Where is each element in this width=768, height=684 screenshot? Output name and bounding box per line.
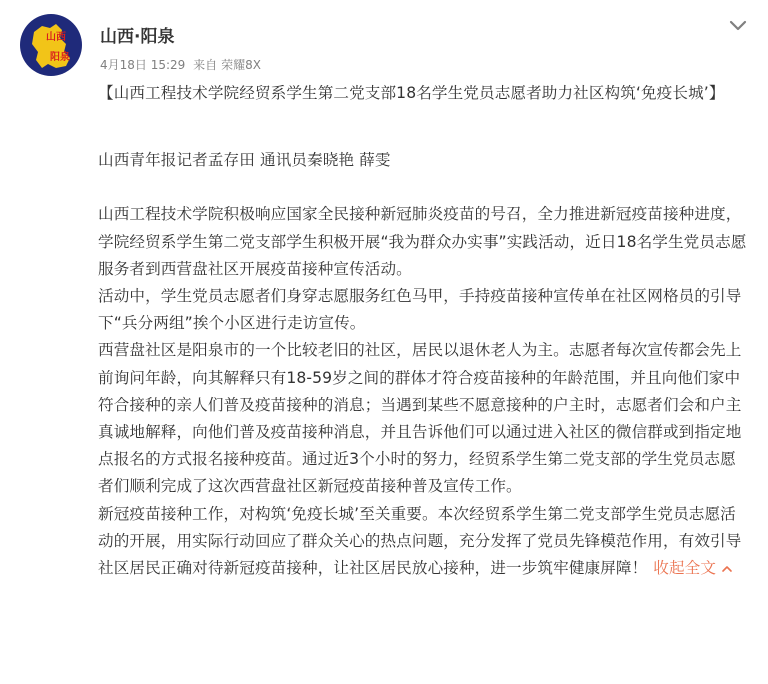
post-paragraph-2: 活动中，学生党员志愿者们身穿志愿服务红色马甲，手持疫苗接种宣传单在社区网格员的引导下“兵分两组”挨个小区进行走访宣传。 (98, 287, 742, 333)
chevron-up-icon[interactable] (720, 562, 734, 576)
avatar-map-icon (20, 14, 82, 76)
chevron-down-icon[interactable] (726, 14, 750, 38)
avatar[interactable] (20, 14, 82, 76)
collapse-button[interactable] (653, 559, 734, 577)
post-paragraph-4 (98, 501, 750, 583)
post-paragraph-4-text: 新冠疫苗接种工作，对构筑‘免疫长城’至关重要。本次经贸系学生第二党支部学生党员志愿活动的开展，用实际行动回应了群众关心的热点问题，充分发挥了党员先锋模范作用，有效引导社区居民正确对待新冠疫苗接种，让社区居民放心接种，进一步筑牢健康屏障！ (98, 504, 742, 578)
post-content (98, 80, 750, 582)
source-prefix: 来自 (193, 58, 218, 72)
post-byline: 山西青年报记者孟存田 通讯员秦晓艳 薛雯 (98, 151, 391, 170)
post-meta (100, 56, 265, 73)
avatar-text-bottom: 阳泉 (50, 52, 70, 63)
account-name[interactable]: 山西·阳泉 (100, 27, 175, 47)
post-date[interactable]: 4月18日 15:29 (100, 58, 186, 72)
post-title: 【山西工程技术学院经贸系学生第二党支部18名学生党员志愿者助力社区构筑‘免疫长城’】 (98, 84, 725, 102)
post-paragraph-1: 山西工程技术学院积极响应国家全民接种新冠肺炎疫苗的号召，全力推进新冠疫苗接种进度，学院经贸系学生第二党支部学生积极开展“我为群众办实事”实践活动，近日18名学生党员志愿服务者到西营盘社区开展疫苗接种宣传活动。 (98, 205, 747, 278)
collapse-label[interactable]: 收起全文 (653, 559, 717, 578)
avatar-text-top: 山西 (46, 32, 66, 43)
source-device[interactable]: 荣耀8X (221, 58, 262, 72)
post-paragraph-3: 西营盘社区是阳泉市的一个比较老旧的社区，居民以退休老人为主。志愿者每次宣传都会先上前询问年龄，向其解释只有18-59岁之间的群体才符合疫苗接种的年龄范围，并且向他们家中符合接种的亲人们普及疫苗接种的消息；当遇到某些不愿意接种的户主时，志愿者们会和户主真诚地解释，向他们普及疫苗接种消息，并且告诉他们可以通过进入社区的微信群或到指定地点报名的方式报名接种疫苗。通过近3个小时的努力，经贸系学生第二党支部的学生党员志愿者们顺利完成了这次西营盘社区新冠疫苗接种普及宣传工作。 (98, 341, 742, 496)
